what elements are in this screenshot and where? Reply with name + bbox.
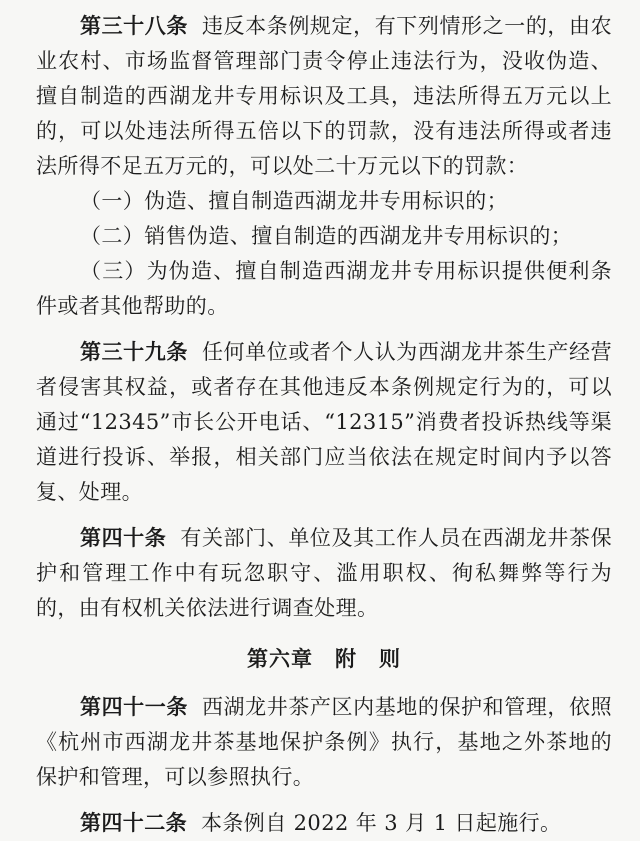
article-text: 西湖龙井茶产区内基地的保护和管理，依照《杭州市西湖龙井茶基地保护条例》执行，基地之外茶地的保护和管理，可以参照执行。 — [36, 695, 613, 789]
article-text: 本条例自 2022 年 3 月 1 日起施行。 — [201, 811, 562, 835]
article-41 — [36, 689, 612, 795]
article-39 — [36, 334, 612, 510]
article-38-item-1: （一）伪造、擅自制造西湖龙井专用标识的； — [80, 189, 508, 213]
article-label: 第三十八条 — [80, 13, 188, 38]
article-label: 第四十一条 — [80, 694, 188, 719]
chapter-title: 附 则 — [335, 646, 401, 671]
article-label: 第三十九条 — [80, 339, 188, 364]
article-40 — [36, 520, 612, 626]
chapter-heading — [36, 641, 612, 676]
article-38-item-2: （二）销售伪造、擅自制造的西湖龙井专用标识的； — [80, 224, 573, 248]
article-42 — [36, 805, 612, 841]
article-label: 第四十二条 — [80, 810, 187, 835]
article-label: 第四十条 — [80, 525, 167, 550]
chapter-number: 第六章 — [247, 646, 313, 671]
article-text: 任何单位或者个人认为西湖龙井茶生产经营者侵害其权益，或者存在其他违反本条例规定行为的，可以通过“12345”市长公开电话、“12315”消费者投诉热线等渠道进行投诉、举报，相关部门应当依法在规定时间内予以答复、处理。 — [36, 340, 613, 504]
article-text: 违反本条例规定，有下列情形之一的，由农业农村、市场监督管理部门责令停止违法行为，没收伪造、擅自制造的西湖龙井专用标识及工具，违法所得五万元以上的，可以处违法所得五倍以下的罚款，没有违法所得或者违法所得不足五万元的，可以处二十万元以下的罚款： — [36, 14, 613, 178]
article-38 — [36, 8, 612, 184]
article-text: 有关部门、单位及其工作人员在西湖龙井茶保护和管理工作中有玩忽职守、滥用职权、徇私舞弊等行为的，由有权机关依法进行调查处理。 — [36, 526, 613, 620]
article-38-item-3: （三）为伪造、擅自制造西湖龙井专用标识提供便利条件或者其他帮助的。 — [36, 259, 612, 318]
